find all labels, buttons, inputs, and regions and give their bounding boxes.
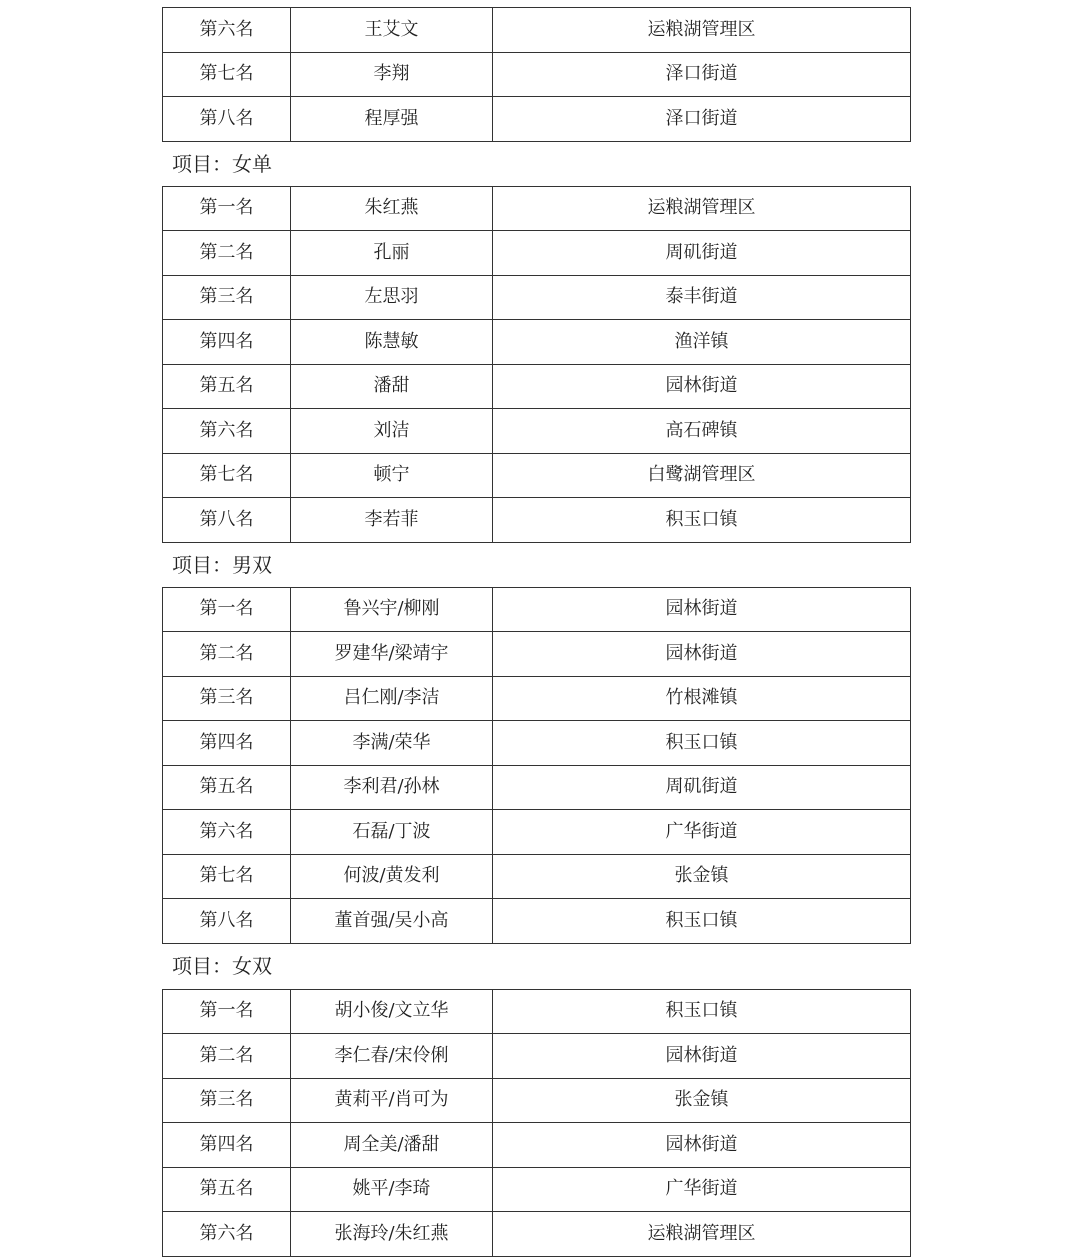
table-row <box>163 1078 911 1123</box>
rank-cell: 第三名 <box>163 275 291 320</box>
unit-cell: 高石碑镇 <box>493 409 911 454</box>
unit-cell: 积玉口镇 <box>493 721 911 766</box>
player-name-cell: 李翔 <box>291 52 493 97</box>
unit-cell: 园林街道 <box>493 364 911 409</box>
player-name-cell: 朱红燕 <box>291 186 493 231</box>
unit-cell: 运粮湖管理区 <box>493 1212 911 1257</box>
player-name-cell: 顿宁 <box>291 453 493 498</box>
rank-cell: 第五名 <box>163 765 291 810</box>
unit-cell: 泽口街道 <box>493 52 911 97</box>
player-name-cell: 孔丽 <box>291 231 493 276</box>
results-document <box>162 7 910 1257</box>
player-name-cell: 董首强/吴小高 <box>291 899 493 944</box>
table-row <box>163 989 911 1034</box>
rank-cell: 第一名 <box>163 989 291 1034</box>
unit-cell: 广华街道 <box>493 810 911 855</box>
rank-cell: 第一名 <box>163 587 291 632</box>
player-name-cell: 罗建华/梁靖宇 <box>291 632 493 677</box>
player-name-cell: 吕仁刚/李洁 <box>291 676 493 721</box>
table-row <box>163 765 911 810</box>
section-title-womens-singles: 项目：女单 <box>172 151 272 176</box>
table-row <box>163 632 911 677</box>
unit-cell: 运粮湖管理区 <box>493 186 911 231</box>
table-row <box>163 899 911 944</box>
rank-cell: 第八名 <box>163 498 291 543</box>
unit-cell: 白鹭湖管理区 <box>493 453 911 498</box>
rank-cell: 第五名 <box>163 1167 291 1212</box>
player-name-cell: 程厚强 <box>291 97 493 142</box>
rank-cell: 第二名 <box>163 231 291 276</box>
table-row <box>163 320 911 365</box>
rank-cell: 第三名 <box>163 1078 291 1123</box>
rank-cell: 第四名 <box>163 721 291 766</box>
unit-cell: 园林街道 <box>493 587 911 632</box>
rank-cell: 第三名 <box>163 676 291 721</box>
unit-cell: 张金镇 <box>493 1078 911 1123</box>
results-table-womens-singles <box>162 186 911 543</box>
rank-cell: 第四名 <box>163 320 291 365</box>
player-name-cell: 李仁春/宋伶俐 <box>291 1034 493 1079</box>
table-row <box>163 1034 911 1079</box>
table-row <box>163 52 911 97</box>
table-row <box>163 1167 911 1212</box>
table-row <box>163 498 911 543</box>
player-name-cell: 左思羽 <box>291 275 493 320</box>
table-row <box>163 364 911 409</box>
table-row <box>163 97 911 142</box>
player-name-cell: 李利君/孙林 <box>291 765 493 810</box>
table-row <box>163 231 911 276</box>
unit-cell: 园林街道 <box>493 1034 911 1079</box>
table-row <box>163 587 911 632</box>
player-name-cell: 胡小俊/文立华 <box>291 989 493 1034</box>
unit-cell: 周矶街道 <box>493 765 911 810</box>
rank-cell: 第六名 <box>163 810 291 855</box>
unit-cell: 渔洋镇 <box>493 320 911 365</box>
unit-cell: 周矶街道 <box>493 231 911 276</box>
rank-cell: 第七名 <box>163 854 291 899</box>
rank-cell: 第二名 <box>163 1034 291 1079</box>
unit-cell: 竹根滩镇 <box>493 676 911 721</box>
results-table-mens-singles-continued <box>162 7 911 142</box>
unit-cell: 积玉口镇 <box>493 989 911 1034</box>
player-name-cell: 潘甜 <box>291 364 493 409</box>
table-row <box>163 453 911 498</box>
player-name-cell: 陈慧敏 <box>291 320 493 365</box>
unit-cell: 园林街道 <box>493 632 911 677</box>
table-row <box>163 1123 911 1168</box>
player-name-cell: 周全美/潘甜 <box>291 1123 493 1168</box>
player-name-cell: 李满/荣华 <box>291 721 493 766</box>
player-name-cell: 石磊/丁波 <box>291 810 493 855</box>
unit-cell: 泽口街道 <box>493 97 911 142</box>
table-row <box>163 8 911 53</box>
table-row <box>163 810 911 855</box>
rank-cell: 第一名 <box>163 186 291 231</box>
unit-cell: 张金镇 <box>493 854 911 899</box>
rank-cell: 第七名 <box>163 453 291 498</box>
rank-cell: 第六名 <box>163 1212 291 1257</box>
unit-cell: 广华街道 <box>493 1167 911 1212</box>
player-name-cell: 刘洁 <box>291 409 493 454</box>
player-name-cell: 鲁兴宇/柳刚 <box>291 587 493 632</box>
table-row <box>163 854 911 899</box>
table-row <box>163 1212 911 1257</box>
rank-cell: 第八名 <box>163 899 291 944</box>
unit-cell: 泰丰街道 <box>493 275 911 320</box>
player-name-cell: 李若菲 <box>291 498 493 543</box>
unit-cell: 积玉口镇 <box>493 498 911 543</box>
player-name-cell: 何波/黄发利 <box>291 854 493 899</box>
unit-cell: 运粮湖管理区 <box>493 8 911 53</box>
rank-cell: 第六名 <box>163 8 291 53</box>
rank-cell: 第八名 <box>163 97 291 142</box>
player-name-cell: 黄莉平/肖可为 <box>291 1078 493 1123</box>
rank-cell: 第二名 <box>163 632 291 677</box>
player-name-cell: 张海玲/朱红燕 <box>291 1212 493 1257</box>
player-name-cell: 姚平/李琦 <box>291 1167 493 1212</box>
table-row <box>163 676 911 721</box>
rank-cell: 第六名 <box>163 409 291 454</box>
rank-cell: 第五名 <box>163 364 291 409</box>
unit-cell: 积玉口镇 <box>493 899 911 944</box>
results-table-womens-doubles <box>162 989 911 1257</box>
unit-cell: 园林街道 <box>493 1123 911 1168</box>
table-row <box>163 409 911 454</box>
rank-cell: 第七名 <box>163 52 291 97</box>
section-title-womens-doubles: 项目：女双 <box>172 953 272 978</box>
table-row <box>163 275 911 320</box>
player-name-cell: 王艾文 <box>291 8 493 53</box>
table-row <box>163 186 911 231</box>
section-title-mens-doubles: 项目：男双 <box>172 552 272 577</box>
rank-cell: 第四名 <box>163 1123 291 1168</box>
table-row <box>163 721 911 766</box>
results-table-mens-doubles <box>162 587 911 944</box>
